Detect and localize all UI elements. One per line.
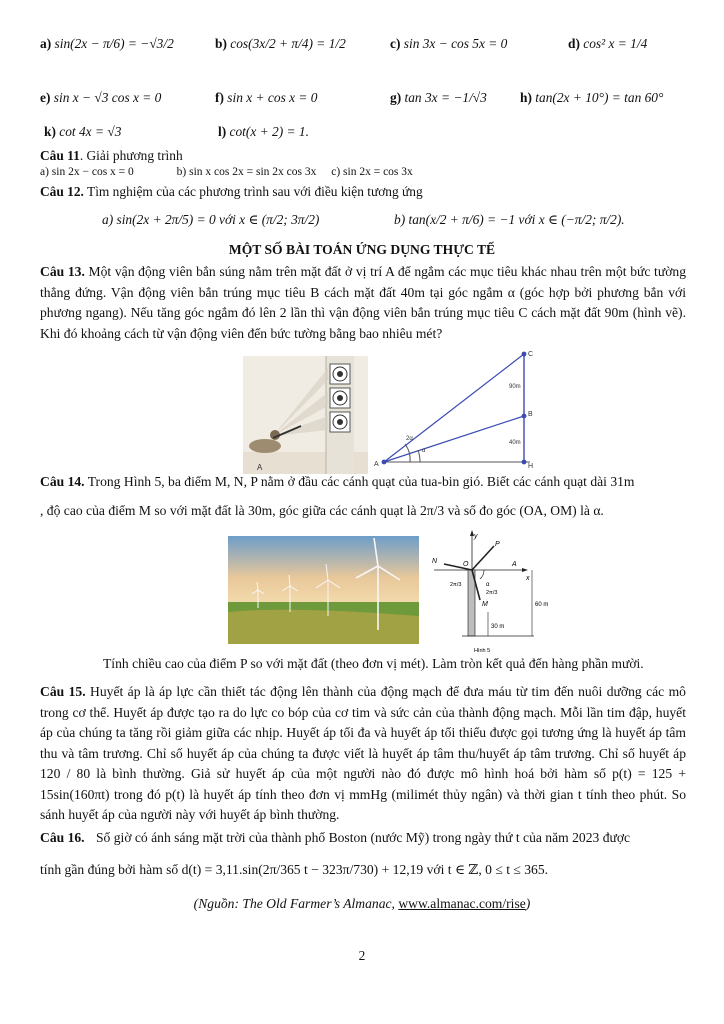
label-2alpha: 2α [406,436,413,442]
label-60m: 60 m [535,602,549,608]
label-alpha: α [422,448,426,454]
label-30m: 30 m [491,624,505,630]
q14-line2: , độ cao của điểm M so với mặt đất là 30m, góc giữa các cánh quạt là 2π/3 và số đo góc (OA, OM) là α. [40,503,604,518]
label-O: O [463,561,469,568]
q13-triangle-diagram [372,344,547,472]
q16-line2: tính gần đúng bởi hàm số d(t) = 3,11.sin(2π/365 t − 323π/730) + 12,19 với t ∈ ℤ, 0 ≤ t ≤ 365. [40,862,549,877]
ex10-e-equation: sin x − √3 cos x = 0 [53,90,162,105]
label-A: A [374,461,379,468]
q12-heading: Câu 12. Tìm nghiệm của các phương trình sau với điều kiện tương ứng [40,184,423,199]
q11-a: a) sin 2x − cos x = 0 [40,166,134,178]
target-icon [330,412,350,432]
q16-line1: Câu 16. Số giờ có ánh sáng mặt trời của thành phố Boston (nước Mỹ) trong ngày thứ t của năm 2023 được [40,830,631,845]
label-angle-2: 2π/3 [486,590,498,596]
label-40m: 40m [509,440,521,446]
q11-c: c) sin 2x = cos 3x [331,166,413,178]
wind-turbine-photo [228,536,419,644]
line-AB [384,416,524,462]
ex10-b: b) cos(3x/2 + π/4) = 1/2 [215,36,346,51]
label-90m: 90m [509,384,521,390]
label-angle-1: 2π/3 [450,582,462,588]
section-title: MỘT SỐ BÀI TOÁN ỨNG DỤNG THỰC TẾ [228,242,496,257]
q13-shooter-figure [243,356,368,474]
ex10-b-equation: cos(3x/2 + π/4) = 1/2 [230,36,346,51]
label-H: H [528,463,534,470]
ex10-g: g) tan 3x = −1/√3 [390,90,487,105]
q11-heading: Câu 11. Giải phương trình [40,148,183,163]
ex10-l: l) cot(x + 2) = 1. [218,124,309,139]
q14-question: Tính chiều cao của điểm P so với mặt đất (theo đơn vị mét). Làm tròn kết quả đến hàng phần mười. [103,656,644,671]
q14-line1: Câu 14. Trong Hình 5, ba điểm M, N, P nằm ở đầu các cánh quạt của tua-bin gió. Biết các cánh quạt dài 31m [40,474,635,489]
ex10-l-equation: cot(x + 2) = 1. [229,124,309,139]
q16-source: (Nguồn: The Old Farmer’s Almanac, www.almanac.com/rise) [193,896,531,911]
ex10-a-equation: sin(2x − π/6) = −√3/2 [54,36,174,51]
ex10-d-equation: cos² x = 1/4 [583,36,648,51]
page-number: 2 [358,948,366,963]
label-C: C [528,351,534,358]
q15-paragraph: Câu 15. Huyết áp là áp lực cần thiết tác động lên thành của động mạch để đưa máu từ tim đến nuôi dưỡng các mô trong cơ thể. Huyết áp được tạo ra do lực co bóp của cơ tim và sức cản của thành động mạch. Mỗi lần tim đập, huyết áp của chúng ta tăng rồi giảm giữa các nhịp. Huyết áp tối đa và huyết áp tối thiểu được gọi tương ứng là huyết áp tâm thu và tâm trương. Chỉ số huyết áp của chúng ta được viết là huyết áp tâm thu/huyết áp tâm trương. Chỉ số huyết áp 120 / 80 là bình thường. Giả sử huyết áp của một người nào đó được mô hình hoá bởi hàm số p(t) = 125 + 15sin(160πt) trong đó p(t) là huyết áp tính theo đơn vị mmHg (milimét thủy ngân) và thời gian t tính theo phút. So sánh huyết áp của người này với huyết áp bình thường. [40,684,686,822]
label-P: P [495,541,500,548]
q11-b: b) sin x cos 2x = sin 2x cos 3x [176,166,317,178]
q14-turbine-diagram [428,530,558,656]
almanac-link[interactable]: www.almanac.com/rise [398,896,526,911]
ex10-k: k) cot 4x = √3 [44,124,122,139]
target-icon [330,388,350,408]
q12-b: b) tan(x/2 + π/6) = −1 với x ∈ (−π/2; π/2). [394,212,625,227]
ex10-h: h) tan(2x + 10°) = tan 60° [520,90,664,105]
q13-paragraph: Câu 13. Một vận động viên bắn súng nằm trên mặt đất ở vị trí A để ngắm các mục tiêu khác nhau trên một bức tường thẳng đứng. Vận động viên bắn trúng mục tiêu B cách mặt đất 40m tại góc ngắm α (góc hợp bởi phương bắn với phương ngang). Nếu tăng góc ngắm đó lên 2 lần thì vận động viên bắn trúng mục tiêu C cách mặt đất 90m (hình vẽ). Khi đó khoảng cách từ vận động viên đến bức tường bằng bao nhiêu mét? [40,264,686,341]
figure-caption: Hình 5 [474,648,491,654]
label-A: A [512,561,517,568]
label-N: N [432,558,438,565]
label-y: y [474,533,478,540]
line-AC [384,354,524,462]
shooter-label: A [257,463,263,472]
label-M: M [482,601,488,608]
q11-items [40,166,413,178]
label-alpha: α [486,582,490,588]
target-icon [330,364,350,384]
ex10-c: c) sin 3x − cos 5x = 0 [390,36,508,51]
ex10-d: d) cos² x = 1/4 [568,36,648,51]
ex10-k-equation: cot 4x = √3 [59,124,122,139]
ex10-f: f) sin x + cos x = 0 [215,90,318,105]
ex10-c-equation: sin 3x − cos 5x = 0 [403,36,508,51]
ex10-e: e) sin x − √3 cos x = 0 [40,90,162,105]
ex10-a: a) sin(2x − π/6) = −√3/2 [40,36,174,51]
q12-a: a) sin(2x + 2π/5) = 0 với x ∈ (π/2; 3π/2) [102,212,320,227]
ex10-f-equation: sin x + cos x = 0 [227,90,318,105]
label-B: B [528,411,533,418]
label-x: x [526,575,530,582]
ex10-g-equation: tan 3x = −1/√3 [404,90,487,105]
ex10-h-equation: tan(2x + 10°) = tan 60° [535,90,664,105]
